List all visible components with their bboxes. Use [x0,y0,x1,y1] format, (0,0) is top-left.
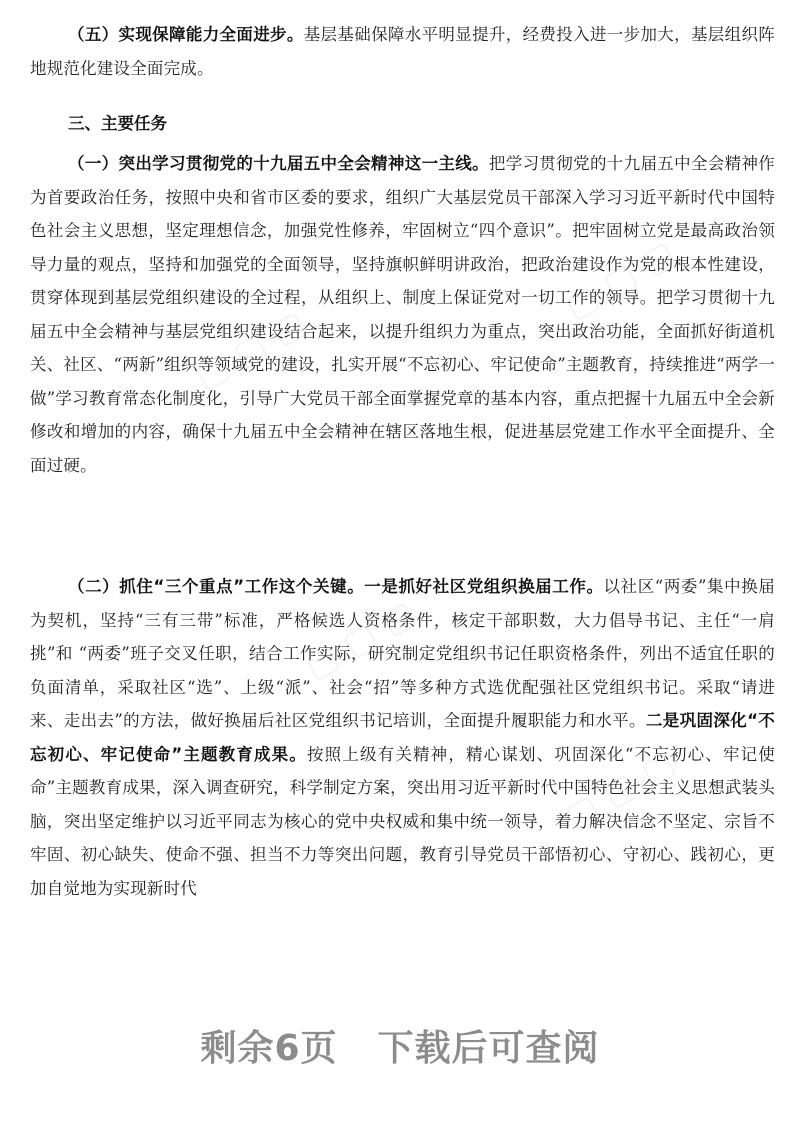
paragraph-text: 基层基础保障水平明显提升，经费投入进一步加大，基层组织阵地规范化建设全面完成。 [30,25,775,78]
paragraph-text-secondary: 按照上级有关精神，精心谋划、巩固深化“不忘初心、牢记使命”主题教育成果，深入调查研究，科学制定方案，突出用习近平新时代中国特色社会主义思想武装头脑，突出坚定维护以习近平同志为核心的党中央权威和集中统一领导，着力解决信念不坚定、宗旨不牢固、初心缺失、使命不强、担当不力等突出问题，教育引导党员干部悟初心、守初心、践初心，更加自觉地为实现新时代 [30,744,775,898]
paragraph-three-priorities [30,570,775,905]
paragraph-lead: （二）抓住“三个重点”工作这个关键。一是抓好社区党组织换届工作。 [68,577,604,596]
paragraph-main-line [30,147,775,482]
download-prompt-label[interactable]: 下载后可查阅 [377,1028,600,1069]
download-banner[interactable] [0,1020,800,1071]
paragraph-lead: （一）突出学习贯彻党的十九届五中全会精神这一主线。 [68,154,489,173]
remaining-pages-label: 剩余6页 [200,1028,338,1069]
watermark-mark: ▢ ▢ ▢ [298,592,423,688]
watermark-mark: ▢ ▢ ▢ [558,232,683,328]
paragraph-lead-secondary: 二是巩固深化“不忘初心、牢记使命”主题教育成果。 [30,711,775,764]
paragraph-guarantee-capability [30,18,775,85]
paragraph-text: 把学习贯彻党的十九届五中全会精神作为首要政治任务，按照中央和省市区委的要求，组织广大基层党员干部深入学习习近平新时代中国特色社会主义思想，坚定理想信念，加强党性修养，牢固树立“四个意识”。把牢固树立党是最高政治领导力量的观点，坚持和加强党的全面领导，坚持旗帜鲜明讲政治，把政治建设作为党的根本性建设，贯穿体现到基层党组织建设的全过程，从组织上、制度上保证党对一切工作的领导。把学习贯彻十九届五中全会精神与基层党组织建设结合起来，以提升组织力为重点，突出政治功能，全面抓好街道机关、社区、“两新”组织等领域党的建设，扎实开展“不忘初心、牢记使命”主题教育，持续推进“两学一做”学习教育常态化制度化，引导广大党员干部全面掌握党章的基本内容，重点把握十九届五中全会新修改和增加的内容，确保十九届五中全会精神在辖区落地生根，促进基层党建工作水平全面提升、全面过硬。 [30,154,776,475]
watermark-mark: ▢ ▢ ▢ [188,302,313,398]
paragraph-text: 以社区“两委”集中换届为契机，坚持“三有三带”标准，严格候选人资格条件，核定干部职数，大力倡导书记、主任“一肩挑”和 “两委”班子交叉任职，结合工作实际，研究制定党组织书记任职资格条件，列出不适宜任职的负面清单，采取社区“选”、上级“派”、社会“招”等多种方式选优配强社区党组织书记。采取“请进来、走出去”的方法，做好换届后社区党组织书记培训，全面提升履职能力和水平。 [30,577,775,730]
section-heading: 三、主要任务 [68,114,167,133]
paragraph-lead: （五）实现保障能力全面进步。 [68,25,304,44]
watermark-mark: ▢ ▢ ▢ [558,742,683,838]
